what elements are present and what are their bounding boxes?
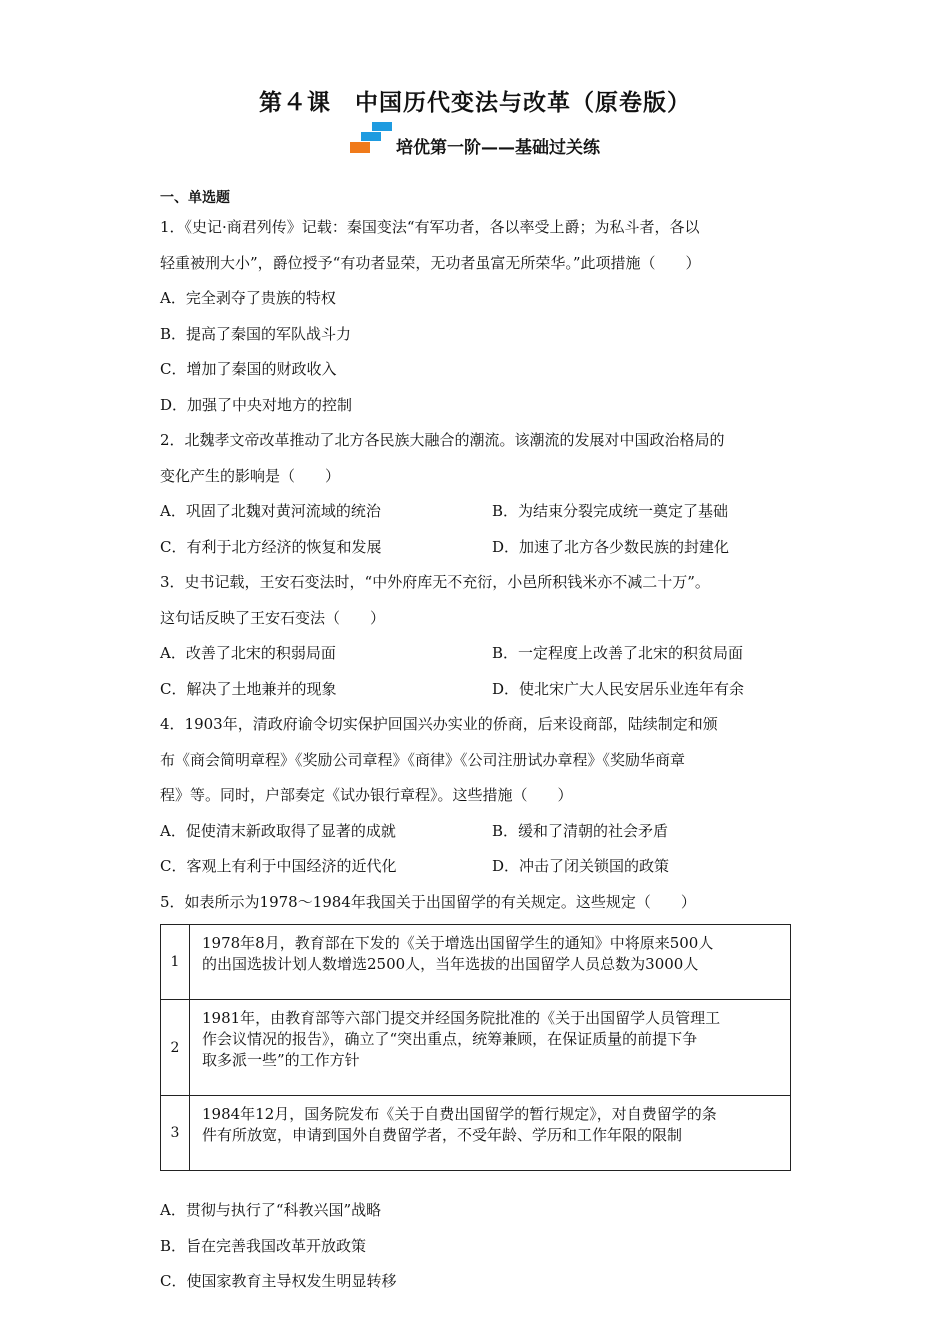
logo-orange-block	[350, 142, 370, 153]
question-stem-line: 变化产生的影响是（ ）	[160, 466, 341, 485]
question-5	[160, 885, 795, 1300]
option-c[interactable]: C．解决了土地兼并的现象	[160, 679, 337, 698]
page-title: 第４课 中国历代变法与改革（原卷版）	[259, 90, 691, 116]
question-stem-line: 这句话反映了王安石变法（ ）	[160, 608, 386, 627]
row-number: 1	[161, 925, 190, 1000]
row-text	[190, 925, 791, 1000]
question-stem-line: 4．1903年，清政府谕令切实保护回国兴办实业的侨商，后来设商部，陆续制定和颁	[160, 715, 718, 733]
option-row	[160, 494, 795, 530]
question-4	[160, 707, 795, 885]
row-text-line: 作会议情况的报告》，确立了“突出重点，统筹兼顾，在保证质量的前提下争	[202, 1030, 698, 1048]
option-d[interactable]: D．使北宋广大人民安居乐业连年有余	[492, 679, 745, 698]
row-text-line: 取多派一些”的工作方针	[202, 1051, 360, 1069]
row-number: 2	[161, 1000, 190, 1096]
row-text	[190, 1000, 791, 1096]
option-c[interactable]: C．有利于北方经济的恢复和发展	[160, 537, 382, 556]
table-row	[161, 925, 791, 1000]
option-c[interactable]: C．使国家教育主导权发生明显转移	[160, 1272, 397, 1290]
option-b[interactable]: B．缓和了清朝的社会矛盾	[492, 821, 669, 840]
option-c[interactable]: C．增加了秦国的财政收入	[160, 360, 337, 378]
option-a[interactable]: A．改善了北宋的积弱局面	[160, 644, 336, 662]
subtitle: 培优第一阶——基础过关练	[396, 137, 600, 158]
table-row	[161, 1000, 791, 1096]
section-heading: 一、单选题	[160, 190, 230, 206]
row-number: 3	[161, 1096, 190, 1171]
question-2	[160, 423, 795, 565]
question-stem-line: 程》等。同时，户部奏定《试办银行章程》。这些措施（ ）	[160, 786, 573, 804]
option-d[interactable]: D．冲击了闭关锁国的政策	[492, 857, 670, 875]
table-row	[161, 1096, 791, 1171]
option-row	[160, 636, 795, 672]
option-row	[160, 849, 795, 885]
question-stem-line: 3．史书记载，王安石变法时，“中外府库无不充衍，小邑所积钱米亦不减二十万”。	[160, 573, 710, 591]
option-a[interactable]: A．促使清末新政取得了显著的成就	[160, 821, 396, 840]
question-stem-line: 1．《史记·商君列传》记载：秦国变法“有军功者，各以率受上爵；为私斗者，各以	[160, 218, 700, 236]
option-d[interactable]: D．加速了北方各少数民族的封建化	[492, 537, 730, 556]
row-text-line: 件有所放宽，申请到国外自费留学者，不受年龄、学历和工作年限的限制	[202, 1126, 683, 1144]
option-row	[160, 814, 795, 850]
question-stem-line: 布《商会简明章程》《奖励公司章程》《商律》《公司注册试办章程》《奖励华商章	[160, 750, 686, 769]
row-text-line: 1984年12月，国务院发布《关于自费出国留学的暂行规定》，对自费留学的条	[202, 1105, 717, 1123]
question-stem-line: 轻重被刑大小”，爵位授予“有功者显荣，无功者虽富无所荣华。”此项措施（ ）	[160, 253, 701, 272]
question-stem-line: 5．如表所示为1978～1984年我国关于出国留学的有关规定。这些规定（ ）	[160, 892, 696, 911]
option-a[interactable]: A．巩固了北魏对黄河流域的统治	[160, 502, 381, 520]
option-c[interactable]: C．客观上有利于中国经济的近代化	[160, 857, 397, 875]
row-text-line: 的出国选拔计划人数增选2500人，当年选拔的出国留学人员总数为3000人	[202, 955, 699, 973]
option-a[interactable]: A．完全剥夺了贵族的特权	[160, 289, 336, 307]
option-row	[160, 672, 795, 708]
question-stem-line: 2．北魏孝文帝改革推动了北方各民族大融合的潮流。该潮流的发展对中国政治格局的	[160, 431, 725, 449]
row-text-line: 1978年8月，教育部在下发的《关于增选出国留学生的通知》中将原来500人	[202, 934, 714, 952]
question-3	[160, 565, 795, 707]
logo-blue-block-top	[372, 122, 392, 131]
question-content	[160, 186, 795, 1300]
option-b[interactable]: B．为结束分裂完成统一奠定了基础	[492, 502, 729, 520]
logo-blue-block-mid	[361, 132, 381, 141]
stairs-logo-icon	[350, 122, 394, 158]
subtitle-row	[0, 122, 950, 158]
regulation-table	[160, 924, 791, 1171]
row-text-line: 1981年，由教育部等六部门提交并经国务院批准的《关于出国留学人员管理工	[202, 1009, 721, 1027]
option-b[interactable]: B．提高了秦国的军队战斗力	[160, 324, 352, 343]
option-d[interactable]: D．加强了中央对地方的控制	[160, 395, 353, 414]
option-b[interactable]: B．旨在完善我国改革开放政策	[160, 1236, 367, 1255]
option-row	[160, 530, 795, 566]
question-1	[160, 210, 795, 423]
row-text	[190, 1096, 791, 1171]
option-a[interactable]: A．贯彻与执行了“科教兴国”战略	[160, 1201, 382, 1219]
option-b[interactable]: B．一定程度上改善了北宋的积贫局面	[492, 644, 744, 662]
